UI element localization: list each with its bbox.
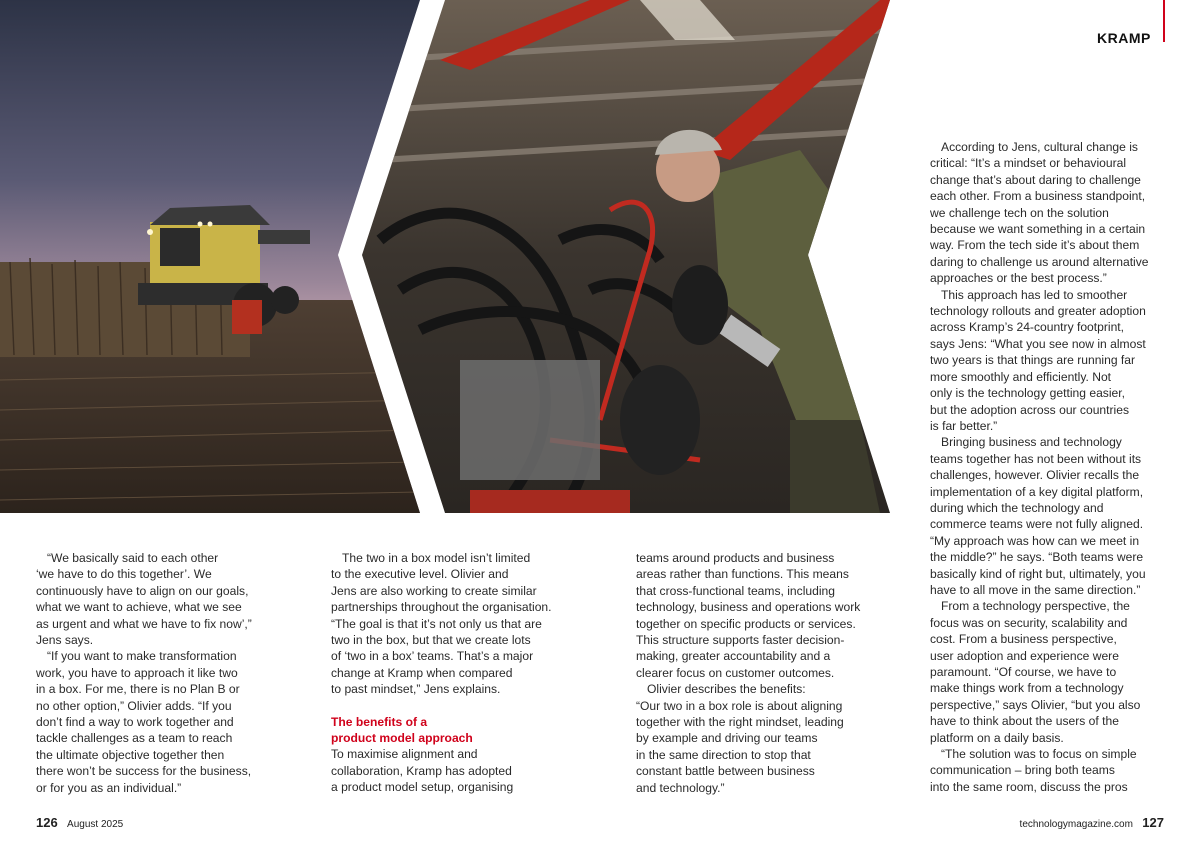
page-number-right: 127 [1142,815,1164,830]
website-link[interactable]: technologymagazine.com [1019,819,1133,830]
issue-date: August 2025 [67,819,124,830]
harvest-field-photo [0,0,420,513]
page-number-left: 126 [36,815,58,830]
paragraph: “The solution was to focus on simple communication – bring both teams into the same room, discuss the pros [930,747,1137,794]
paragraph: Olivier describes the benefits: “Our two in a box role is about aligning together with the right mindset, leading by example and driving our teams in the same direction to stop that constant battle between business and technology.” [636,682,844,795]
footer-right [1020,815,1164,830]
paragraph: According to Jens, cultural change is critical: “It’s a mindset or behavioural change that’s about daring to challenge each other. From a business standpoint, we challenge tech on the solution because we want something in a certain way. From the tech side it’s about them daring to challenge us around alternative approaches or the best process.” [930,140,1149,286]
paragraph: “If you want to make transformation work, you have to approach it like two in a box. For me, there is no Plan B or no other option,” Olivier adds. “If you don’t find a way to work together and tackle challenges as a team to reach the ultimate objective together then there won’t be success for the business, or for you as an individual.” [36,649,252,795]
workshop-photo [362,0,892,513]
text-column-3 [636,550,886,796]
paragraph: To maximise alignment and collaboration, Kramp has adopted a product model setup, organising [331,747,514,795]
brand-logo: KRAMP [1097,30,1151,46]
footer-left [36,815,123,830]
paragraph: teams around products and business areas rather than functions. This means that cross-functional teams, including technology, business and operations work together on specific products or services. This structure supports faster decision- making, greater accountability and a clearer focus on customer outcomes. [636,551,861,680]
paragraph: The two in a box model isn’t limited to the executive level. Olivier and Jens are also working to create similar partnerships throughout the organisation. “The goal is that it’s not only us that are two in the box, but that we create lots of ‘two in a box’ teams. That’s a major change at Kramp when compared to past mindset,” Jens explains. [331,551,552,697]
brand-accent-rule [1163,0,1165,42]
paragraph: This approach has led to smoother technology rollouts and greater adoption across Kramp’s 24-country footprint, says Jens: “What you see now in almost two years is that things are running far more smoothly and efficiently. Not only is the technology getting easier, but the adoption across our countries is far better.” [930,287,1146,433]
text-column-2 [331,550,576,796]
paragraph: From a technology perspective, the focus was on security, scalability and cost. From a business perspective, user adoption and experience were paramount. “Of course, we have to make things work from a technology perspective,” says Olivier, “but you also have to think about the users of the platform on a daily basis. [930,599,1141,745]
paragraph: “We basically said to each other ‘we have to do this together’. We continuously have to align on our goals, what we want to achieve, what we see as urgent and what we have to fix now’,” Jens says. [36,551,252,648]
text-column-4 [930,139,1175,795]
paragraph: Bringing business and technology teams together has not been without its challenges, however. Olivier recalls the implementation of a key digital platform, during which the technology and commerce teams were not fully aligned. “My approach was how can we meet in the middle?” he says. “Both teams were basically kind of right but, ultimately, you have to all move in the same direction.” [930,435,1146,597]
section-heading: The benefits of a product model approach [331,714,473,746]
text-column-1 [36,550,274,796]
